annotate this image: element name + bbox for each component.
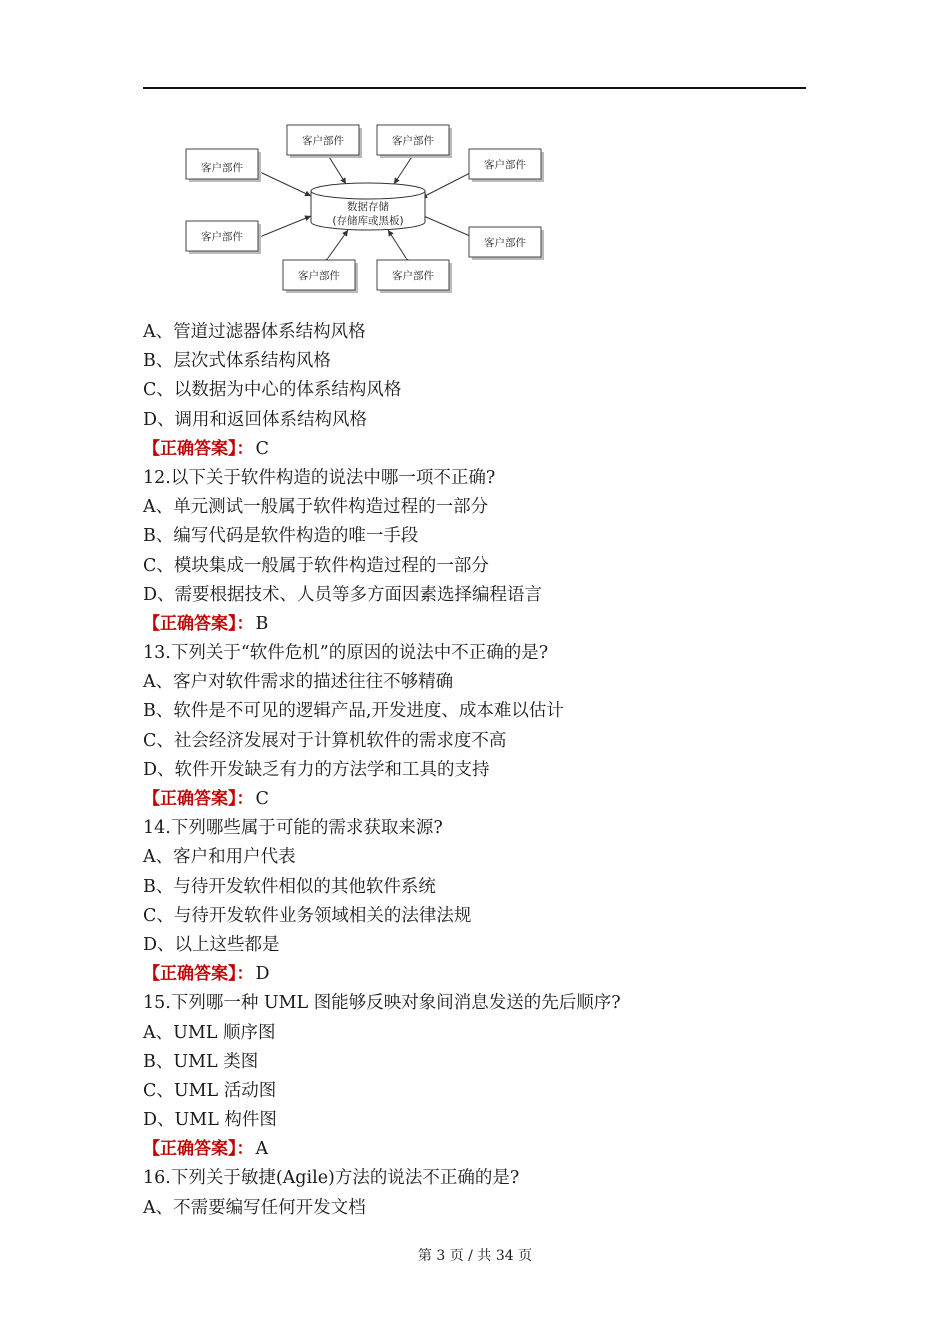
answer-value: B <box>255 613 269 634</box>
option-line: A、单元测试一般属于软件构造过程的一部分 <box>143 497 489 518</box>
answer-line <box>143 960 823 989</box>
answer-line <box>143 435 823 464</box>
option-line: A、不需要编写任何开发文档 <box>143 1197 366 1218</box>
client-node <box>287 125 362 158</box>
option-line: A、客户对软件需求的描述往往不够精确 <box>143 672 454 693</box>
question-list <box>143 318 823 1223</box>
option-line: C、社会经济发展对于计算机软件的需求度不高 <box>143 730 507 751</box>
data-store-label: 数据存储 <box>347 201 389 213</box>
option-line: B、软件是不可见的逻辑产品,开发进度、成本难以估计 <box>143 701 564 722</box>
client-node <box>186 149 261 182</box>
client-node <box>377 125 452 158</box>
answer-line <box>143 610 823 639</box>
client-node-label: 客户部件 <box>392 135 434 147</box>
footer-middle: 页 / 共 <box>449 1248 492 1264</box>
option-line: D、软件开发缺乏有力的方法学和工具的支持 <box>143 759 490 780</box>
question-line: 13.下列关于“软件危机”的原因的说法中不正确的是? <box>143 643 549 664</box>
client-node-label: 客户部件 <box>484 159 526 171</box>
option-line: A、客户和用户代表 <box>143 847 296 868</box>
footer-suffix: 页 <box>518 1248 533 1264</box>
option-line: C、以数据为中心的体系结构风格 <box>143 380 402 401</box>
answer-value: A <box>255 1139 269 1160</box>
option-line: B、层次式体系结构风格 <box>143 351 331 372</box>
answer-label: 【正确答案】： <box>143 1139 254 1160</box>
client-node <box>283 260 358 293</box>
option-line: D、UML 构件图 <box>143 1110 277 1131</box>
option-line: A、管道过滤器体系结构风格 <box>143 322 366 342</box>
client-node-label: 客户部件 <box>484 237 526 249</box>
question-line: 16.下列关于敏捷(Agile)方法的说法不正确的是? <box>143 1168 520 1189</box>
client-node-label: 客户部件 <box>302 135 344 147</box>
client-node-label: 客户部件 <box>201 231 243 243</box>
option-line: A、UML 顺序图 <box>143 1022 276 1043</box>
question-line: 15.下列哪一种 UML 图能够反映对象间消息发送的先后顺序? <box>143 993 621 1014</box>
answer-label: 【正确答案】： <box>143 789 254 809</box>
option-line: B、UML 类图 <box>143 1051 259 1072</box>
client-node-label: 客户部件 <box>298 270 340 282</box>
option-line: B、编写代码是软件构造的唯一手段 <box>143 526 419 547</box>
client-node <box>186 221 261 254</box>
footer-total-pages: 34 <box>495 1248 514 1264</box>
footer-prefix: 第 <box>417 1248 432 1264</box>
data-store-cylinder <box>311 183 425 230</box>
client-node <box>377 260 452 293</box>
data-store-sublabel: (存储库或黑板) <box>332 215 404 227</box>
option-line: D、以上这些都是 <box>143 934 280 955</box>
client-node <box>469 227 544 260</box>
option-line: C、与待开发软件业务领域相关的法律法规 <box>143 905 472 926</box>
question-line: 14.下列哪些属于可能的需求获取来源? <box>143 818 443 839</box>
answer-label: 【正确答案】： <box>143 438 254 459</box>
option-line: C、UML 活动图 <box>143 1080 277 1101</box>
answer-value: D <box>255 964 270 985</box>
answer-line <box>143 785 823 814</box>
header-rule <box>143 87 806 89</box>
answer-label: 【正确答案】： <box>143 964 254 985</box>
answer-label: 【正确答案】： <box>143 613 254 634</box>
client-node-label: 客户部件 <box>392 270 434 282</box>
client-node-label: 客户部件 <box>201 162 243 174</box>
option-line: D、需要根据技术、人员等多方面因素选择编程语言 <box>143 584 543 605</box>
answer-line <box>143 1135 823 1164</box>
client-node <box>469 149 544 182</box>
option-line: C、模块集成一般属于软件构造过程的一部分 <box>143 555 489 576</box>
footer-page-number: 3 <box>436 1248 446 1264</box>
page-footer <box>0 1245 950 1265</box>
option-line: D、调用和返回体系结构风格 <box>143 409 368 430</box>
architecture-diagram <box>178 118 558 298</box>
option-line: B、与待开发软件相似的其他软件系统 <box>143 876 436 897</box>
answer-value: C <box>255 438 269 459</box>
question-line: 12.以下关于软件构造的说法中哪一项不正确? <box>143 467 496 488</box>
answer-value: C <box>255 789 269 809</box>
